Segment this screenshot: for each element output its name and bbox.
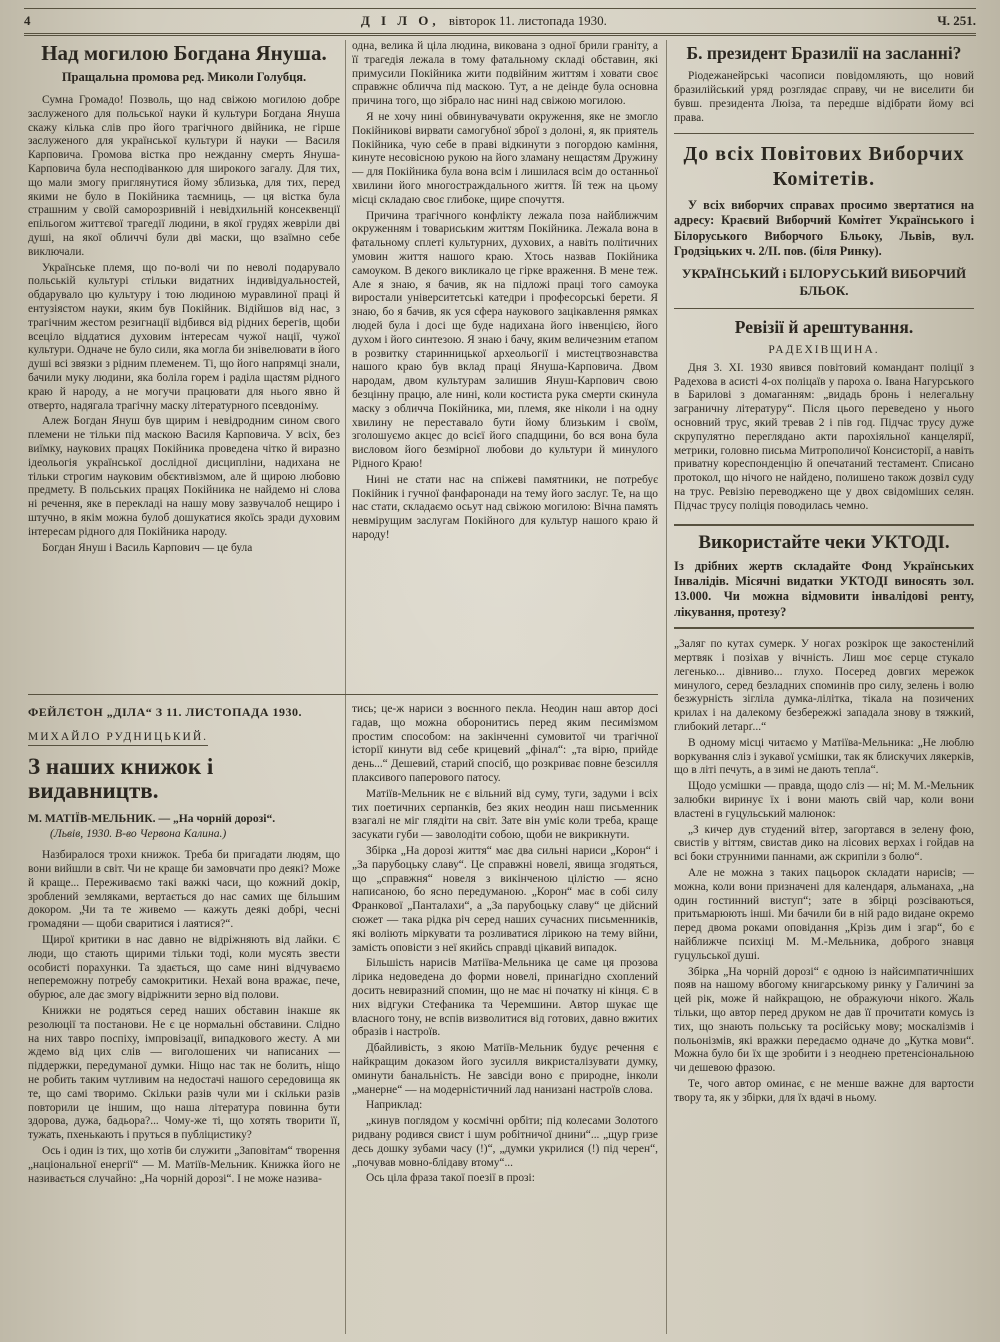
paragraph: Назбиралося трохи книжок. Треба би пригадати людям, що вони вийшли в світ. Чи не краще би замовчати про деякі? Може й краще... Переживаємо такі важкі часи, що кожний докір, зроблений земляками, вертається до нас самих ще більшим докором. „Чи та те живемо — кажуть деякі добрі, чесні громадяни — щоби сваритися і лаятися?“. <box>28 849 340 931</box>
paragraph: одна, велика й ціла людина, викована з одної брили граніту, а її трагедія лежала в тому фатальному складі обставин, які примусили Покійника жити подвійним життям і ховати своє справжнє обличча під маскою. Тут, а не деінде була основна причина того, що зібрало нас нині над свіжою могилою. <box>352 40 658 108</box>
paragraph: Ріодежанейрські часописи повідомляють, що новий бразилійський уряд розглядає справу, чи не виселити би бувш. президента Люіза, та передше відібрати йому всі права. <box>674 70 974 124</box>
paragraph: „кинув поглядом у космічні орбіти; під колесами Золотого ридвану родився свист і шум робітничої днини“... „щур гризе десь дошку зубами часу (!)“, „думки укрилися (!) під черен“, „почував мовно-блідаву втому“... <box>352 1115 658 1169</box>
masthead-title <box>361 13 607 29</box>
paragraph: „З кичер дув студений вітер, загортався в зелену фою, свистів у віттям, свистав дико на лісових верхах і гойдав на всі боки струнними паннами, аж скрипіли з болю“. <box>674 823 974 864</box>
paper-name: Д І Л О, <box>360 13 440 28</box>
paragraph: тись; це-ж нариси з воєнного пекла. Неодин наш автор досі гадав, що можна оборонитись перед яким песимізмом простим способом: на закінченні сумовитої чи трагічної історії кинути від себе крицевий „фінал“: „та вірю, прийде день...“ Дешевий, старий спосіб, що розкриває повне безсилля плаксивого паперового патосу. <box>352 703 658 784</box>
feuilleton-body <box>28 849 340 1186</box>
brazil-body <box>674 70 974 125</box>
paragraph: Алеж Богдан Януш був щирим і невідродним сином свого племени не тільки під маскою Василя Карповича. У всіх, без виїмку, наукових працях Покійника проведена чітко й виразно ідеольогія української дослідної дисципліни, надихана не тільки строгим науковим обєктивізмом, але й щирою любовю предмету. В польських працях Покійника не найдемо ні слова ні речення, яке в перекладі на нашу мову зазвучалоб нещиро і штучно, в якім можна булоб дошукатися якоїсь зради духовим інтересам рідного для Покійника народу. <box>28 415 340 538</box>
paragraph: Збірка „На чорній дорозі“ є одною із найсимпатичніших появ на нашому вбогому книгарському ринку у Галичині за цей рік, може й найкращою, не ображуючи нікого. Жаль тільки, що автор перед друком не дав її прочитати комусь із тих, що знають польську та російську мову; москалізмів і польонізмів, які вражки передаємо одначе до „Кутка мови“. Можна було би їх ще зробити і з неоднею претенсіональною чи дешевою фразою. <box>674 965 974 1075</box>
election-notice <box>674 142 974 299</box>
paragraph: Я не хочу нині обвинувачувати окруження, яке не змогло Покійникові вирвати самогубної зброї з долоні, я, як приятель Покійника, чую себе в праві відкинути з погордою каміння, кинуте несовісною рукою на його зламану нещастям Дружину — для Покійника була вона всім і лишилася всім до останньої хвилини його многостраждального життя. Їй теж на цьому місці складаю своє глибоке, щире спочуття. <box>352 110 658 206</box>
feuilleton-author-row <box>28 727 340 753</box>
paragraph: Те, чого автор оминає, є не менше важне для вартости твору та, як у збірки, для їх вдачі в ньому. <box>674 1077 974 1104</box>
article-yanush <box>28 40 340 690</box>
uktodi-body: Із дрібних жертв складайте Фонд Українських Інвалідів. Місячні видатки УКТОДІ виносять зол. 13.000. Чи можна відмовити інвалідові ренту, лікування, протезу? <box>674 558 974 619</box>
election-footer: УКРАЇНСЬКИЙ і БІЛОРУСЬКИЙ ВИБОРЧИЙ БЛЬОК. <box>681 265 967 298</box>
paragraph: Щирої критики в нас давно не відріжняють від лайки. Є люди, що стають щирими тільки тоді, коли мусять звести особисті порахунки. Та здається, що саме нині відчуваємо непереможну потребу самокритики. Нехай вона вражає, пече, обурює, але дає змогу відріжнити зерно від полови. <box>28 934 340 1002</box>
brazil-title: Б. президент Бразилії на засланні? <box>686 43 962 63</box>
paragraph: Збірка „На дорозі життя“ має два сильні нариси „Корон“ і „За парубоцьку славу“. Це справжні новелі, явища згодяться, що „справжня“ новеля з викінченою цілістю — ясно написаною, бо ясно передуманою. „Корон“ має в собі силу Франкової „Панталахи“, а „За парубоцьку славу“ це дійсний сюжет — така рідка річ серед наших сучасних письменників, які воліють міркувати та розливатися лірикою на тему війни, замість оповісти з неї якийсь справді цікавий випадок. <box>352 844 658 954</box>
section-rule <box>674 308 974 309</box>
revisions-title: Ревізії й арештування. <box>734 316 914 337</box>
paragraph: Але не можна з таких пацьорок складати нарисів; — можна, коли вони призначені для календаря, альманаха, „на один гостинний виступ“; зате в збірці розсіваються, притьмарюють інші. Ми бачили би в ній радо видане окремо перед двома роками оповідання „Крізь дим і згар“, бо є найближче психіці М. М.-Мельника, доброго знавця гуцульської душі. <box>674 866 974 962</box>
issue-number: Ч. 251. <box>937 13 976 28</box>
feuilleton <box>28 703 340 1334</box>
masthead-rule <box>24 35 976 36</box>
feuilleton-divider-rule <box>28 694 658 695</box>
article-brazil <box>674 43 974 125</box>
paragraph: Дня 3. XI. 1930 явився повітовий командант поліції з Радехова в асисті 4-ох поліцаїв у пароха о. Івана Нагурського в Барилові з домаганням: „видадь бронь і нелегальну заграничну літературу“. Після цього переведено у нього основний трус, який тревав 2 і пів год. Підчас трусу дуже скрупулятно переглядано акти парохіяльної канцелярії, метрики, головно письма Митрополичої Консисторії, а навіть приватну кореспонденцію й опечатаний тестамент. Списано протокол, що нічого не найдено, полишено також дозвіл суду на трус. Ревізію переводжено ще у двох свідоміших селян. Підчас трусу поліція поводилась чемно. <box>674 361 974 512</box>
article-body-continued <box>352 40 658 543</box>
masthead-date: вівторок 11. листопада 1930. <box>448 13 607 28</box>
revisions-body <box>674 362 974 514</box>
book-reference: М. МАТІЇВ-МЕЛЬНИК. — „На чорній дорозі“. <box>28 812 276 826</box>
feuilleton-continued <box>352 703 658 1334</box>
paragraph: Наприклад: <box>366 1099 423 1112</box>
feuilleton-third-column <box>674 638 974 1105</box>
paragraph: Нині не стати нас на спіжеві памятники, не потребує Покійник і гучної фанфаронади на тему його заслуг. Те, на що нас стати, складаємо осьут над свіжою могилою: Вічна память невмірущим заслугам Покійного для культур нашого краю й народу! <box>352 473 658 541</box>
page-number: 4 <box>24 13 31 28</box>
book-publisher: (Львів, 1930. В-во Червона Калина.) <box>50 827 227 841</box>
right-column <box>674 40 974 1334</box>
uktodi-ad <box>674 524 974 630</box>
revisions-subtitle: РАДЕХІВЩИНА. <box>768 343 880 356</box>
paragraph: Щодо усмішки — правда, щодо сліз — ні; М. М.-Мельник залюбки виринує їх і вони мають свій чар, коли вони властені в гуцульський малюнок: <box>674 780 974 820</box>
paragraph: Матіїв-Мельник не є вільний від суму, туги, задуми і всіх тих поетичних серпанків, без яких неодин наш письменник взагалі не міг глядіти на світ. Зате він уміє коли треба, краще засукати губи — заволодіти собою, щоби не викрикнути. <box>352 787 658 842</box>
column-rule-right <box>666 40 667 1334</box>
article-body <box>28 94 340 555</box>
paragraph: „Заляг по кутах сумерк. У ногах розкірок ще закостенілий мертвяк і позіхав у вічність. Лиш моє серце стукало легенько... дівниво... глухо. Посеред довгих мережок минулого, серед безладних споминів про силу, зелень і волю безжурність зігліла думка-лілітка, тікала на позичених крилах і на далекому безбережжі западала знову в тяжкий, глибокий летарґ...“ <box>674 638 974 733</box>
article-revisions <box>674 317 974 514</box>
feuilleton-kicker: ФЕЙЛЄТОН „ДІЛА“ З 11. ЛИСТОПАДА 1930. <box>28 705 302 719</box>
masthead <box>24 8 976 34</box>
paragraph: Українське племя, що по-волі чи по неволі подарувало польській культурі стільки видатних індивідуальностей, обдарувало цю культуру і тою людиною муравлиної праці й ентузіястом науки, яким був Покійник. Відійшов від нас, з трагічним жестом резигнації відбився від рідних берегів, щоби всеціло віддатися духовим інтересам чужої нації, чужої культури. Одначе не було сили, яка могла би знівелювати в його душі всі звязки з рідним племенем. Ті, що його напрямці знали, бачили муку людини, яка боліла горем і раділа щастям рідного краю й народу, а не могучи працювати для нього явно й отверто, надягала трагічну маску літературного псевдоніму. <box>28 261 340 412</box>
election-title: До всіх Повітових Виборчих Комітетів. <box>683 143 965 190</box>
feuilleton-author: МИХАЙЛО РУДНИЦЬКИЙ. <box>28 731 208 746</box>
paragraph: Дбайливість, з якою Матіїв-Мельник будує речення є найкращим доказом його зусилля викристалізувати думку, оминути банальність. Не завсіди воно є природне, інколи „манерне“ — на модерністичний лад нанизані настроїв слова. <box>352 1042 658 1096</box>
article-yanush-continued <box>352 40 658 690</box>
paragraph: Сумна Громадо! Позволь, що над свіжою могилою добре заслуженого для польської науки й культури Богдана Януша скажу кілька слів про його трагічного двійника, не гірше заслуженого для української культури й науки — Василя Карповича. Громова вістка про нежданну смерть Януша-Карповича була несподіванкою для широкого загалу. Для тих, що мали змогу приглянутися йому зблизька, для тих, перед якими не було в Покійника таємниць, — ця вістка була страшним у своїй саморозривній і невідхильній консеквенції епільогом життєвої трагедії людини, в якої грудях жевріли дві душі, на якої обличчі були дві маски, що взаїмно себе виключали. <box>28 94 340 258</box>
paragraph: Причина трагічного конфлікту лежала поза найближчим окруженням і товариським життям Покійника. Лежала вона в фатальному сплеті культурних, духових, а навіть політичних умовин життя нашого краю. Хтось назвав Покійника самоуком. В декого викликало це гірке враження. В мене теж. Але я знаю, я бачив, як на підложі праці того самоука виростали університетські катедри і професорські берети. Я знаю, бо я бачив, як уся сфера наукового зацікавлення рямках людей була і досі ще буде надихана його інвенцією, його духом і його синтезою. Я знаю і бачу, яким величезним етапом в розвитку старинницької археольогії і мистецтвознавства нашого краю був вклад праці Януша-Карповича. Двом народам, двом культурам залишив Януш-Карпович свою безцінну працю, але нині, коли костиста рука смерти скинула маску з обличча Покійника, ми, племя, яке ніколи і на одну хвилину не переставало бути йому близьким і своїм, зголошуємо акцес до всієї його спадщини, бо вся вона була висловом його безмірної любови до культури й минулого Рідного Краю! <box>352 209 658 470</box>
column-rule-left <box>345 40 346 1334</box>
article-title: Над могилою Богдана Януша. <box>41 41 327 65</box>
paragraph: Ось ціла фраза такої поезії в прозі: <box>366 1172 535 1185</box>
paragraph: Богдан Януш і Василь Карпович — це була <box>42 541 253 554</box>
article-subtitle: Пращальна промова ред. Миколи Голубця. <box>61 70 307 85</box>
section-rule <box>674 133 974 134</box>
paragraph: В одному місці читаємо у Матіїва-Мельника: „Не люблю воркування сліз і зукавої усмішки, так як блискучих лякерків, що в літі печуть, а в зимі не дають тепла“. <box>674 736 974 777</box>
paragraph: Більшість нарисів Матіїва-Мельника це саме ця прозова лірика недоведена до форми новелі, принагідно схоплений досить невиразний спомин, що не має ні початку ні кінця. Є в них відгуки Стефаника та Черемшини. Автор шукає ще власного тону, не вспів визволитися від готових, давно вжитих образів і настроїв. <box>352 957 658 1039</box>
paragraph: Книжки не родяться серед наших обставин інакше як резолюції та постанови. Не є це нормальні обставини. Слідно на них тавро поспіху, імпровізації, випадкового жесту. А ми ждемо від цих слів — виголошених чи написаних — піддержки, передуманої думки. Ніщо нас так не болить, ніщо не робить таким чутливим на недостачі нашого середовища як те, що самі творимо. Скільки разів чули ми і скільки разів повторили це іншим, що наша література повинна бути здорова, дужа, бадьора?... Чому-же ті, що хотять творити її, тужать, пхенькають і пруться в публіцистику? <box>28 1005 340 1142</box>
paragraph: Ось і один із тих, що хотів би служити „Заповітам“ творення „національної енергії“ — М. Матіїв-Мельник. Книжка його не називається случайно: „На чорній дорозі“. І не може назива- <box>28 1145 340 1185</box>
feuilleton-title: З наших книжок і видавництв. <box>28 754 214 804</box>
uktodi-title: Використайте чеки УКТОДІ. <box>698 531 950 553</box>
feuilleton-body-continued <box>352 703 658 1186</box>
election-body: У всіх виборчих справах просимо звертатися на адресу: Краєвий Виборчий Комітет Українського і Білоруського Виборчого Бльоку, Львів, вул. Гродзіцьких ч. 2/ІІ. пов. (біля Ринку). <box>674 198 974 258</box>
